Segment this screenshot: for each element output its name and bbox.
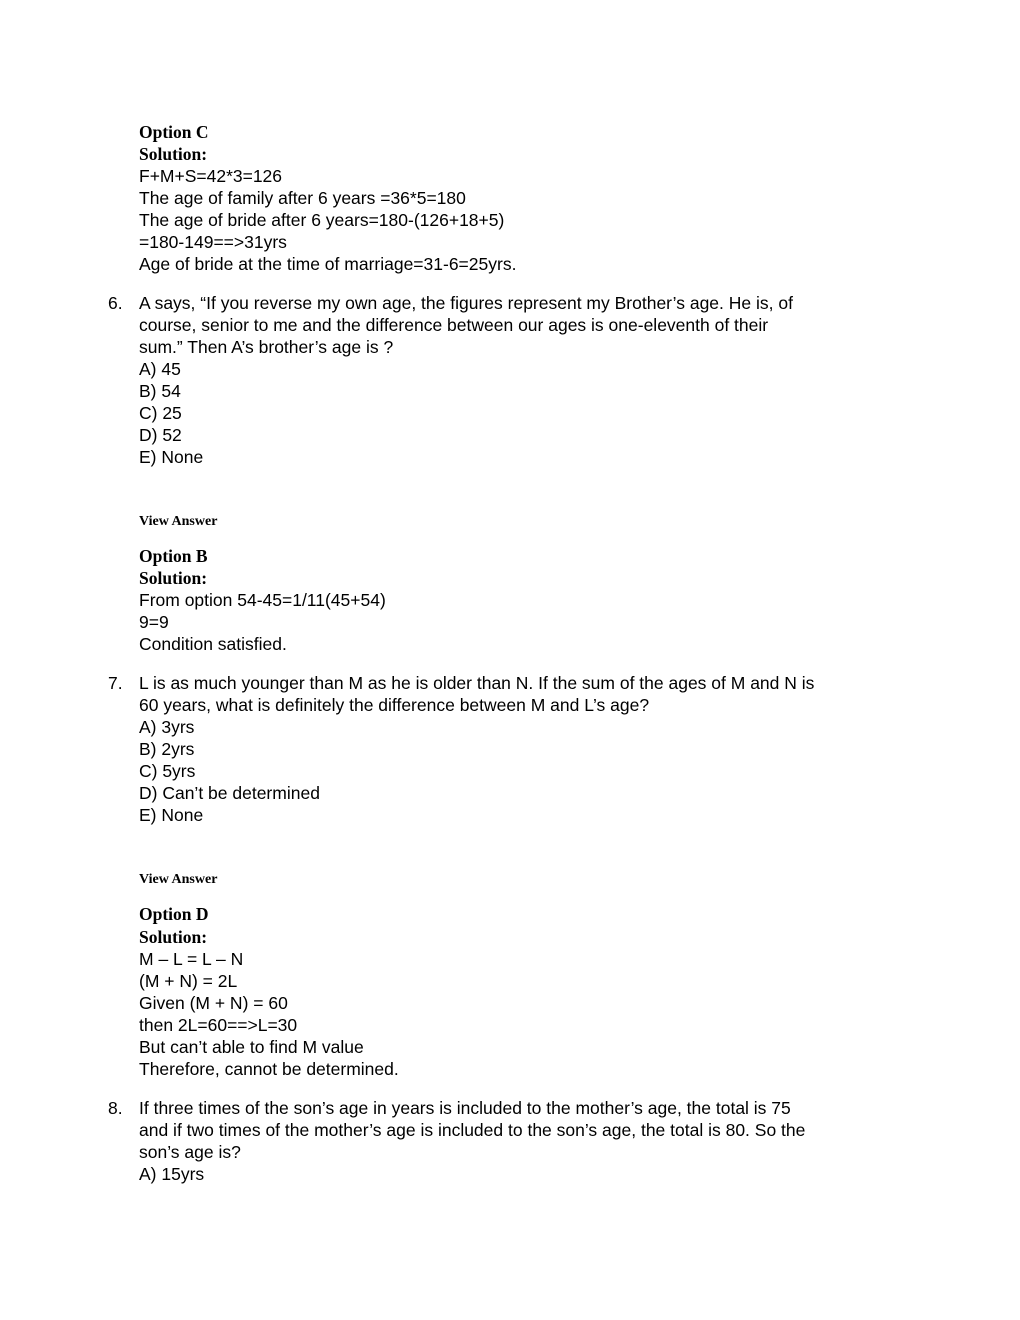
question-text: If three times of the son’s age in years is included to the mother’s age, the total is 75: [139, 1098, 791, 1118]
solution-label-6: Solution:: [139, 568, 208, 588]
solution-line: 9=9: [139, 612, 169, 632]
choice-a: A) 3yrs: [139, 717, 195, 737]
choice-e: E) None: [139, 805, 204, 825]
question-text: son’s age is?: [139, 1142, 241, 1162]
question-text: course, senior to me and the difference between our ages is one-eleventh of their: [139, 315, 769, 335]
solution-line: But can’t able to find M value: [139, 1037, 364, 1057]
solution-label-7: Solution:: [139, 927, 208, 947]
view-answer-link-7[interactable]: View Answer: [139, 872, 218, 887]
solution-line: Age of bride at the time of marriage=31-6=25yrs.: [139, 254, 517, 274]
question-text: A says, “If you reverse my own age, the figures represent my Brother’s age. He is, of: [139, 293, 793, 313]
choice-b: B) 54: [139, 381, 181, 401]
choice-e: E) None: [139, 447, 204, 467]
choice-c: C) 5yrs: [139, 761, 196, 781]
question-text: L is as much younger than M as he is older than N. If the sum of the ages of M and N is: [139, 673, 815, 693]
solution-line: F+M+S=42*3=126: [139, 166, 283, 186]
choice-b: B) 2yrs: [139, 739, 195, 759]
question-number-8: 8.: [108, 1098, 123, 1118]
solution-line: The age of family after 6 years =36*5=180: [139, 188, 466, 208]
question-number-7: 7.: [108, 673, 123, 693]
view-answer-link-6[interactable]: View Answer: [139, 514, 218, 529]
option-label-7: Option D: [139, 904, 209, 924]
solution-line: (M + N) = 2L: [139, 971, 238, 991]
option-label-6: Option B: [139, 546, 208, 566]
solution-line: then 2L=60==>L=30: [139, 1015, 298, 1035]
question-text: and if two times of the mother’s age is included to the son’s age, the total is 80. So the: [139, 1120, 806, 1140]
choice-d: D) 52: [139, 425, 182, 445]
choice-d: D) Can’t be determined: [139, 783, 320, 803]
question-text: sum.” Then A’s brother’s age is ?: [139, 337, 394, 357]
solution-line: Given (M + N) = 60: [139, 993, 288, 1013]
solution-line: Therefore, cannot be determined.: [139, 1059, 399, 1079]
solution-line: Condition satisfied.: [139, 634, 287, 654]
solution-line: M – L = L – N: [139, 949, 244, 969]
question-number-6: 6.: [108, 293, 123, 313]
choice-a: A) 45: [139, 359, 181, 379]
choice-c: C) 25: [139, 403, 182, 423]
solution-label-5: Solution:: [139, 144, 208, 164]
solution-line: From option 54-45=1/11(45+54): [139, 590, 386, 610]
choice-a: A) 15yrs: [139, 1164, 205, 1184]
question-text: 60 years, what is definitely the difference between M and L’s age?: [139, 695, 650, 715]
option-label-5: Option C: [139, 122, 209, 142]
solution-line: The age of bride after 6 years=180-(126+18+5): [139, 210, 505, 230]
solution-line: =180-149==>31yrs: [139, 232, 287, 252]
